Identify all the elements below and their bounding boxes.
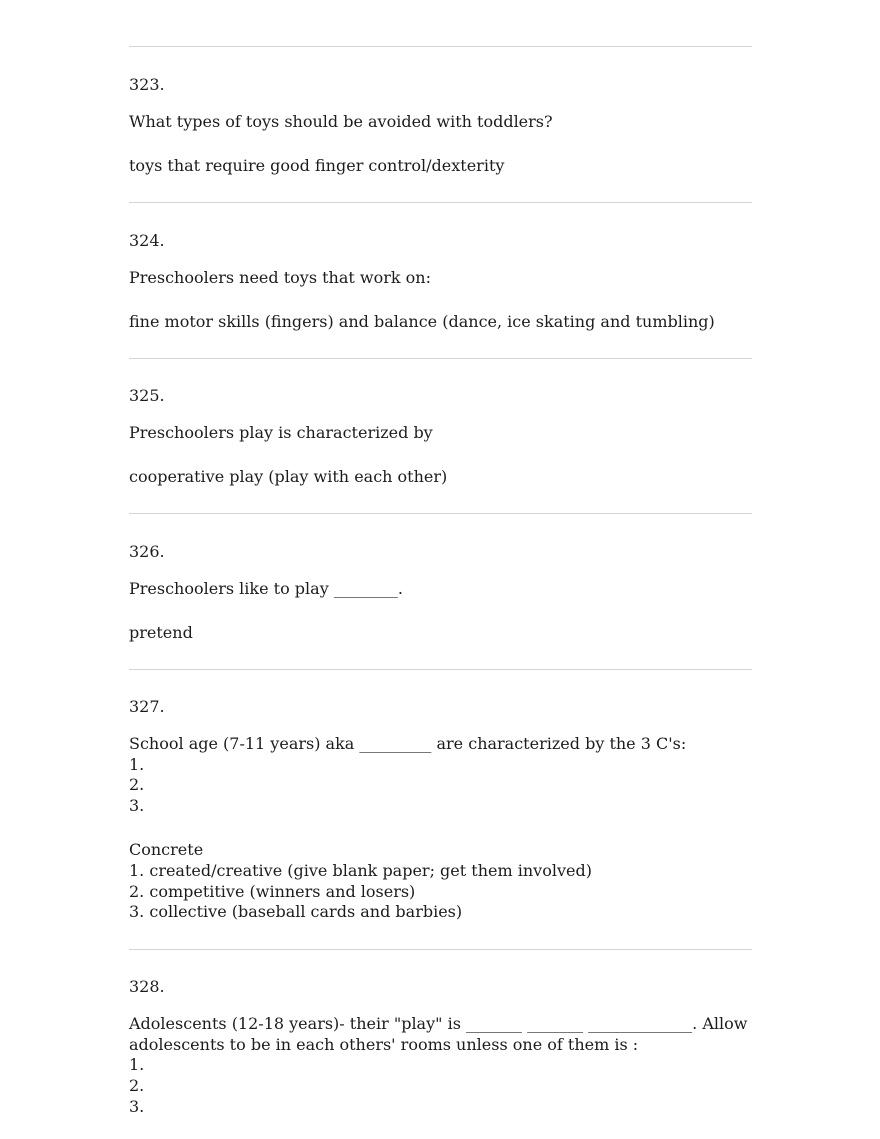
card-number: 325.: [129, 386, 165, 405]
card-answer: cooperative play (play with each other): [129, 466, 448, 486]
card-question: Adolescents (12-18 years)- their "play" is _______ _______ _____________. Allow adolescents to be in each others' rooms unless one of them is : 1. 2. 3.: [129, 1013, 748, 1116]
card-divider: [129, 202, 752, 203]
card-number: 327.: [129, 697, 165, 716]
card-divider: [129, 46, 752, 47]
card-328: [129, 977, 752, 1118]
card-question: What types of toys should be avoided with toddlers?: [129, 111, 553, 131]
card-number: 323.: [129, 75, 165, 94]
card-answer: pretend: [129, 622, 193, 642]
card-324: [129, 231, 752, 332]
card-answer: toys that require good finger control/dexterity: [129, 155, 505, 175]
card-divider: [129, 358, 752, 359]
card-number: 328.: [129, 977, 165, 996]
card-divider: [129, 669, 752, 670]
card-question: Preschoolers need toys that work on:: [129, 267, 431, 287]
card-323: [129, 75, 752, 176]
card-question: Preschoolers play is characterized by: [129, 422, 433, 442]
card-question: Preschoolers like to play ________.: [129, 578, 403, 598]
card-divider: [129, 513, 752, 514]
card-number: 326.: [129, 542, 165, 561]
card-divider: [129, 949, 752, 950]
card-question: School age (7-11 years) aka _________ are characterized by the 3 C's: 1. 2. 3.: [129, 733, 687, 816]
card-answer: fine motor skills (fingers) and balance (dance, ice skating and tumbling): [129, 311, 715, 331]
card-327: [129, 697, 752, 923]
card-number: 324.: [129, 231, 165, 250]
card-answer: Concrete 1. created/creative (give blank paper; get them involved) 2. competitive (winners and losers) 3. collective (baseball cards and barbies): [129, 839, 592, 922]
card-325: [129, 386, 752, 487]
card-326: [129, 542, 752, 643]
